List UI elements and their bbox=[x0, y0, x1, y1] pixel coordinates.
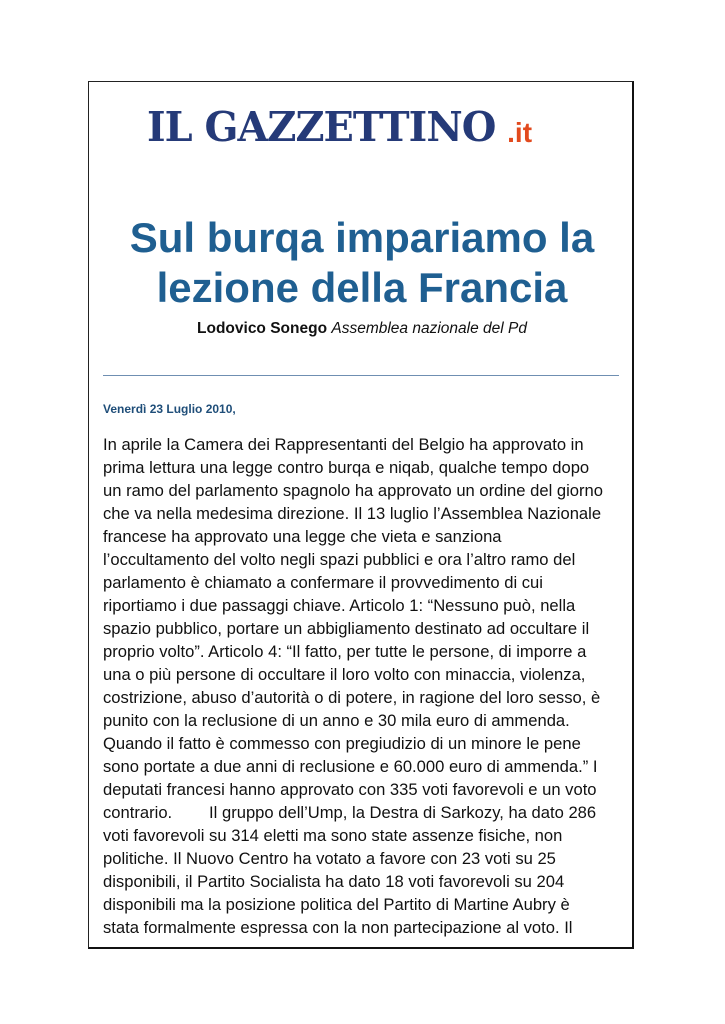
masthead-logo bbox=[147, 98, 587, 151]
body-line: riportiamo i due passaggi chiave. Articolo 1: “Nessuno può, nella bbox=[103, 596, 576, 615]
body-line: deputati francesi hanno approvato con 335 voti favorevoli e un voto bbox=[103, 780, 597, 799]
body-line: un ramo del parlamento spagnolo ha approvato un ordine del giorno bbox=[103, 481, 604, 500]
body-line: una o più persone di occultare il loro volto con minaccia, violenza, bbox=[103, 665, 586, 684]
body-line: voti favorevoli su 314 eletti ma sono state assenze fisiche, non bbox=[103, 826, 563, 845]
body-line: prima lettura una legge contro burqa e niqab, qualche tempo dopo bbox=[103, 458, 590, 477]
article-body bbox=[103, 433, 623, 939]
headline-line-2: lezione della Francia bbox=[156, 264, 568, 311]
masthead-tld: .it bbox=[507, 117, 533, 148]
body-line: politiche. Il Nuovo Centro ha votato a favore con 23 voti su 25 bbox=[103, 849, 556, 868]
body-line: stata formalmente espressa con la non partecipazione al voto. Il bbox=[103, 918, 573, 937]
divider bbox=[103, 375, 619, 376]
body-line: disponibili, il Partito Socialista ha dato 18 voti favorevoli su 204 bbox=[103, 872, 565, 891]
body-line: contrario. Il gruppo dell’Ump, la Destra di Sarkozy, ha dato 286 bbox=[103, 803, 597, 822]
masthead-name: IL GAZZETTINO bbox=[147, 103, 496, 151]
body-line: disponibili ma la posizione politica del Partito di Martine Aubry è bbox=[103, 895, 570, 914]
body-line: proprio volto”. Articolo 4: “Il fatto, per tutte le persone, di imporre a bbox=[103, 642, 587, 661]
body-line: francese ha approvato una legge che vieta e sanziona bbox=[103, 527, 502, 546]
headline-line-1: Sul burqa impariamo la bbox=[129, 214, 595, 261]
body-line: sono portate a due anni di reclusione e 60.000 euro di ammenda.” I bbox=[103, 757, 598, 776]
byline-role: Assemblea nazionale del Pd bbox=[331, 320, 527, 337]
body-line: costrizione, abuso d’autorità o di potere, in ragione del loro sesso, è bbox=[103, 688, 601, 707]
byline-author: Lodovico Sonego bbox=[197, 320, 328, 337]
body-line: In aprile la Camera dei Rappresentanti del Belgio ha approvato in bbox=[103, 435, 584, 454]
body-line: l’occultamento del volto negli spazi pubblici e ora l’altro ramo del bbox=[103, 550, 576, 569]
byline bbox=[99, 320, 625, 338]
body-line: Quando il fatto è commesso con pregiudizio di un minore le pene bbox=[103, 734, 581, 753]
body-line: parlamento è chiamato a confermare il provvedimento di cui bbox=[103, 573, 543, 592]
body-line: punito con la reclusione di un anno e 30 mila euro di ammenda. bbox=[103, 711, 570, 730]
body-line: che va nella medesima direzione. Il 13 luglio l’Assemblea Nazionale bbox=[103, 504, 602, 523]
dateline: Venerdì 23 Luglio 2010, bbox=[103, 402, 236, 416]
article-headline bbox=[99, 213, 625, 313]
body-line: spazio pubblico, portare un abbigliamento destinato ad occultare il bbox=[103, 619, 590, 638]
page-frame bbox=[88, 81, 634, 949]
